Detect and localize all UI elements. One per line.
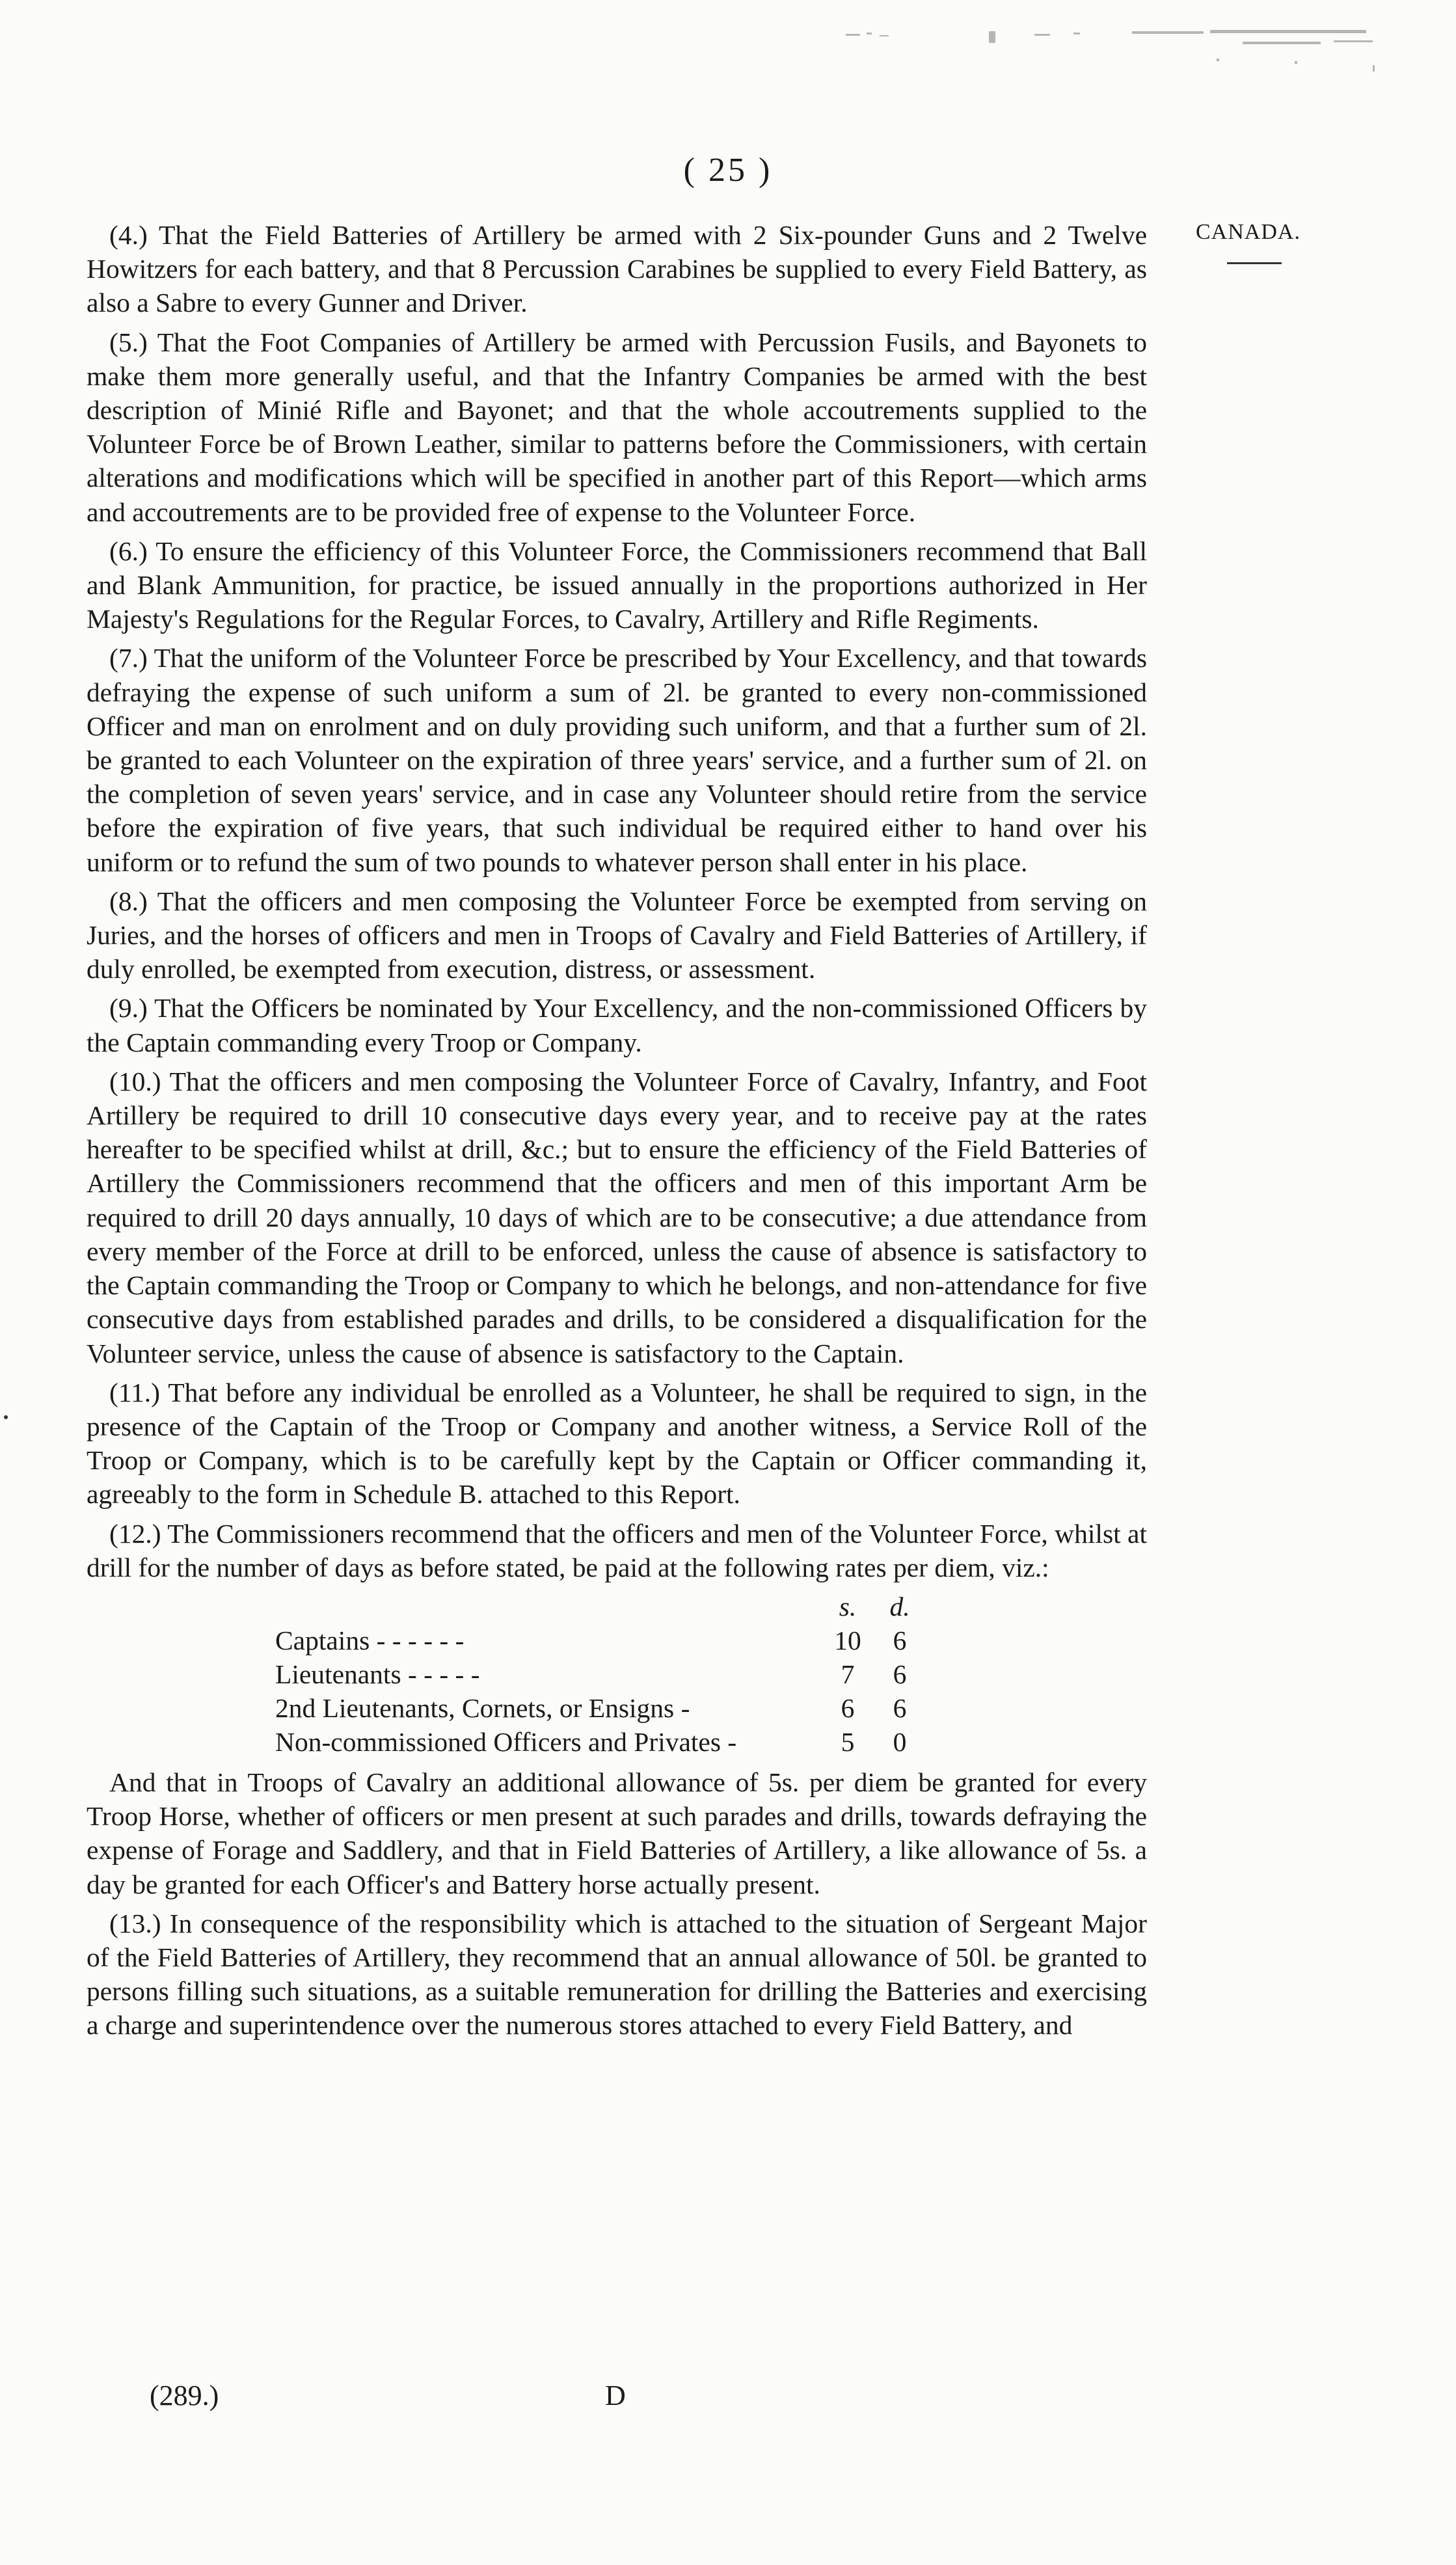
shillings-value: 7 bbox=[841, 1659, 855, 1689]
table-row bbox=[275, 1725, 926, 1759]
pence-value: 6 bbox=[893, 1692, 907, 1723]
rank-label: Non-commissioned Officers and Privates - bbox=[275, 1726, 737, 1757]
rank-label: 2nd Lieutenants, Cornets, or Ensigns - bbox=[275, 1692, 690, 1723]
paragraph-13: (13.) In consequence of the responsibility which is attached to the situation of Sergeant Major of the Field Batteries of Artillery, they recommend that an annual allowance of 50l. be granted to persons filling such situations, as a suitable remuneration for drilling the Batteries and exercising a charge and superintendence over the numerous stores attached to every Field Battery, and bbox=[87, 1908, 1147, 2041]
table-row bbox=[275, 1623, 926, 1657]
pence-value: 6 bbox=[893, 1625, 907, 1655]
paragraph-6: (6.) To ensure the efficiency of this Volunteer Force, the Commissioners recommend that Ball and Blank Ammunition, for practice, be issued annually in the proportions authorized in Her Majesty's Regulations for the Regular Forces, to Cavalry, Artillery and Rifle Regiments. bbox=[87, 536, 1147, 634]
pay-rates-header bbox=[275, 1590, 926, 1623]
pence-value: 0 bbox=[893, 1726, 907, 1757]
paragraph-5: (5.) That the Foot Companies of Artillery be armed with Percussion Fusils, and Bayonets to make them more generally useful, and that the Infantry Companies be armed with the best description of Minié Rifle and Bayonet; and that the whole accoutrements supplied to the Volunteer Force be of Brown Leather, similar to patterns before the Commissioners, with certain alterations and modifications which will be specified in another part of this Report—which arms and accoutrements are to be provided free of expense to the Volunteer Force. bbox=[87, 327, 1147, 527]
table-row bbox=[275, 1657, 926, 1691]
pence-header: d. bbox=[889, 1591, 910, 1622]
signature-letter: D bbox=[605, 2380, 626, 2411]
paragraph-12: (12.) The Commissioners recommend that the officers and men of the Volunteer Force, whilst at drill for the number of days as before stated, be paid at the following rates per diem, viz.: bbox=[87, 1518, 1147, 1582]
paragraph-11: (11.) That before any individual be enrolled as a Volunteer, he shall be required to sign, in the presence of the Captain of the Troop or Company and another witness, a Service Roll of the Troop or Company, which is to be carefully kept by the Captain or Officer commanding it, agreeably to the form in Schedule B. attached to this Report. bbox=[87, 1377, 1147, 1510]
pay-rates-table bbox=[275, 1590, 926, 1759]
rank-label: Lieutenants - - - - - bbox=[275, 1659, 480, 1689]
shillings-value: 5 bbox=[841, 1726, 855, 1757]
shillings-value: 6 bbox=[841, 1692, 855, 1723]
shillings-header: s. bbox=[839, 1591, 857, 1622]
paragraph-8: (8.) That the officers and men composing the Volunteer Force be exempted from serving on Juries, and the horses of officers and men in Troops of Cavalry and Field Batteries of Artillery, if duly enrolled, be exempted from execution, distress, or assessment. bbox=[87, 886, 1147, 984]
margin-note-rule bbox=[1227, 262, 1282, 264]
shillings-value: 10 bbox=[834, 1625, 861, 1655]
table-row bbox=[275, 1691, 926, 1725]
side-mark bbox=[4, 1415, 8, 1419]
sheet-number: (289.) bbox=[150, 2380, 219, 2411]
margin-note: CANADA. bbox=[1196, 220, 1301, 244]
cavalry-allowance-paragraph: And that in Troops of Cavalry an additional allowance of 5s. per diem be granted for every Troop Horse, whether of officers or men present at such parades and drills, towards defraying the expense of Forage and Saddlery, and that in Field Batteries of Artillery, a like allowance of 5s. a day be granted for each Officer's and Battery horse actually present. bbox=[87, 1767, 1147, 1899]
paragraph-10: (10.) That the officers and men composing the Volunteer Force of Cavalry, Infantry, and Foot Artillery be required to drill 10 consecutive days every year, and to receive pay at the rates hereafter to be specified whilst at drill, &c.; but to ensure the efficiency of the Field Batteries of Artillery the Commissioners recommend that the officers and men of this important Arm be required to drill 20 days annually, 10 days of which are to be consecutive; a due attendance from every member of the Force at drill to be enforced, unless the cause of absence is satisfactory to the Captain commanding the Troop or Company to which he belongs, and non-attendance for five consecutive days from established parades and drills, to be considered a disqualification for the Volunteer service, unless the cause of absence is satisfactory to the Captain. bbox=[87, 1066, 1147, 1368]
scan-specks bbox=[839, 20, 1425, 98]
report-body bbox=[87, 218, 1147, 2048]
rank-label: Captains - - - - - - bbox=[275, 1625, 465, 1655]
paragraph-7: (7.) That the uniform of the Volunteer Force be prescribed by Your Excellency, and that towards defraying the expense of such uniform a sum of 2l. be granted to every non-commissioned Officer and man on enrolment and on duly providing such uniform, and that a further sum of 2l. be granted to each Volunteer on the expiration of three years' service, and a further sum of 2l. on the completion of seven years' service, and in case any Volunteer should retire from the service before the expiration of five years, that such individual be required either to hand over his uniform or to refund the sum of two pounds to whatever person shall enter in his place. bbox=[87, 643, 1147, 877]
page-number: ( 25 ) bbox=[683, 152, 773, 189]
paragraph-4: (4.) That the Field Batteries of Artillery be armed with 2 Six-pounder Guns and 2 Twelve Howitzers for each battery, and that 8 Percussion Carabines be supplied to every Field Battery, as also a Sabre to every Gunner and Driver. bbox=[87, 220, 1147, 318]
pence-value: 6 bbox=[893, 1659, 907, 1689]
paragraph-9: (9.) That the Officers be nominated by Your Excellency, and the non-commissioned Officers by the Captain commanding every Troop or Company. bbox=[87, 993, 1147, 1057]
